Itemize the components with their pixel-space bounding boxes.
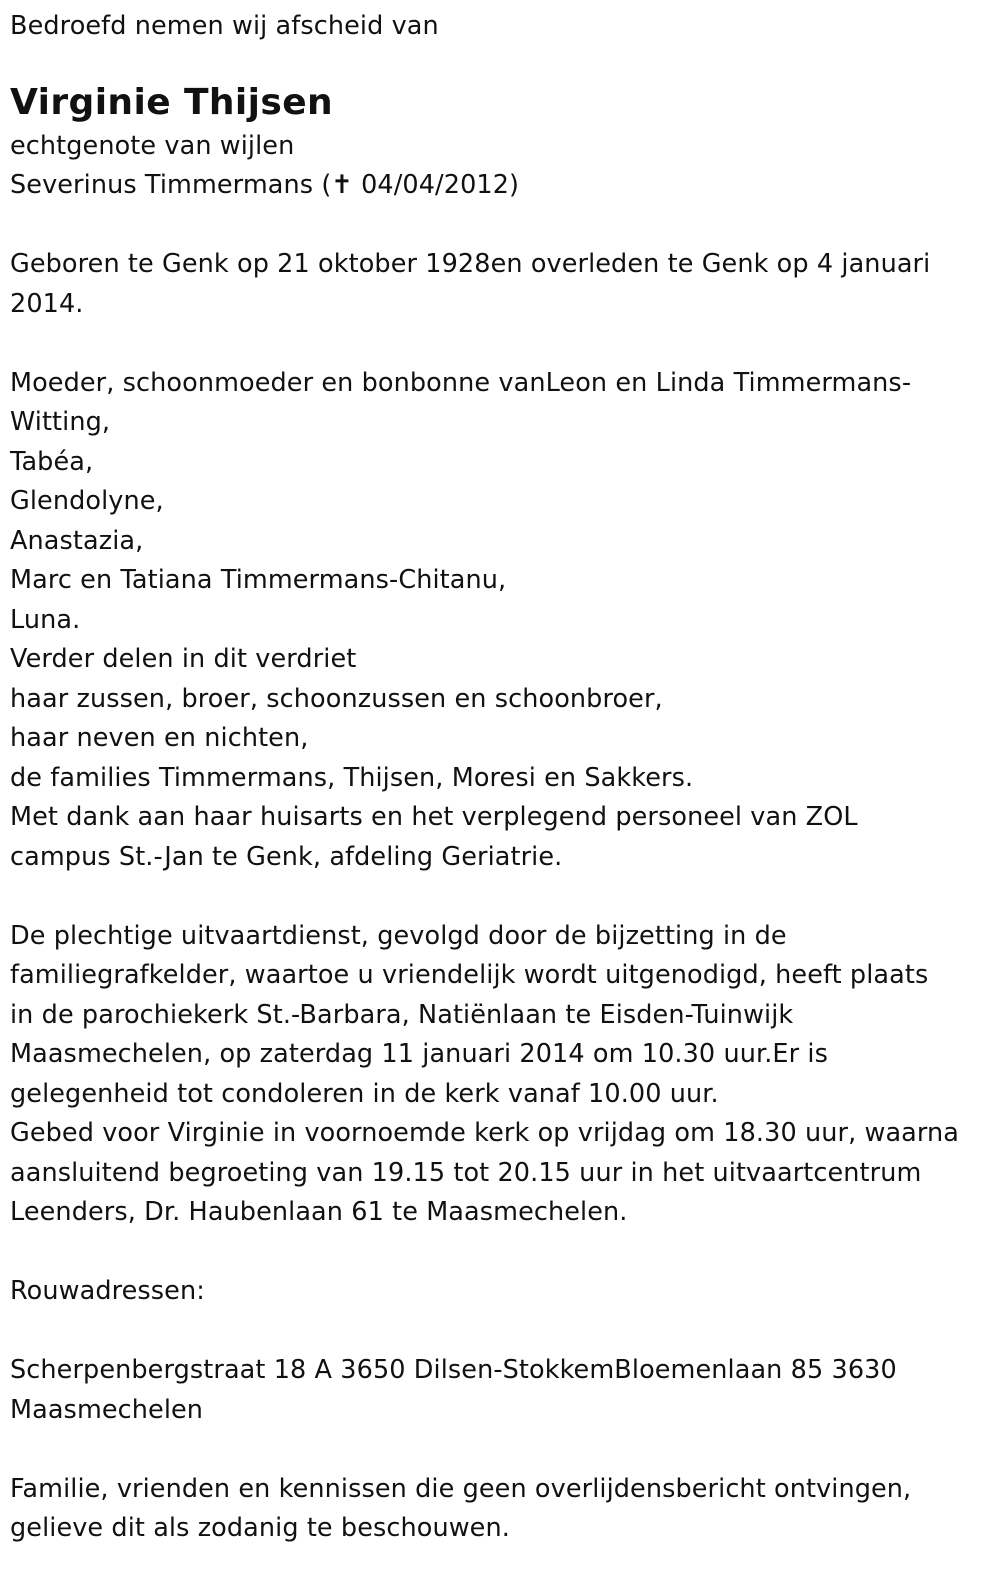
service-line: aansluitend begroeting van 19.15 tot 20.15 uur in het uitvaartcentrum — [10, 1157, 922, 1188]
family-line: Marc en Tatiana Timmermans-Chitanu, — [10, 565, 507, 595]
birth-death-line: Geboren te Genk op 21 oktober 1928en overleden te Genk op 4 januari — [10, 249, 931, 279]
family-line: Moeder, schoonmoeder en bonbonne vanLeon en Linda Timmermans- — [10, 367, 912, 398]
address-line: Maasmechelen — [10, 1394, 204, 1425]
service-line: Leenders, Dr. Haubenlaan 61 te Maasmechelen. — [10, 1197, 628, 1227]
family-line: Met dank aan haar huisarts en het verplegend personeel van ZOL — [10, 802, 858, 832]
address-line: Scherpenbergstraat 18 A 3650 Dilsen-StokkemBloemenlaan 85 3630 — [10, 1355, 897, 1385]
family-line: haar neven en nichten, — [10, 723, 309, 753]
family-line: Anastazia, — [10, 525, 144, 556]
spacer — [10, 1430, 1000, 1470]
family-line: haar zussen, broer, schoonzussen en schoonbroer, — [10, 683, 663, 714]
family-line: campus St.-Jan te Genk, afdeling Geriatrie. — [10, 841, 563, 872]
service-paragraph — [10, 917, 1000, 1233]
cross-icon: ✝ — [331, 170, 353, 200]
spacer — [10, 206, 1000, 246]
spouse-line: echtgenote van wijlen — [10, 130, 295, 161]
family-paragraph — [10, 364, 1000, 878]
service-line: familiegrafkelder, waartoe u vriendelijk wordt uitgenodigd, heeft plaats — [10, 960, 929, 990]
closing-line: Familie, vrienden en kennissen die geen overlijdensbericht ontvingen, — [10, 1473, 912, 1504]
closing-paragraph — [10, 1470, 1000, 1549]
deceased-name: Virginie Thijsen — [10, 81, 334, 123]
intro-text: Bedroefd nemen wij afscheid van — [10, 11, 439, 41]
family-line: Verder delen in dit verdriet — [10, 644, 357, 674]
spouse-name: Severinus Timmermans ( — [10, 170, 332, 200]
family-line: Witting, — [10, 407, 111, 437]
spouse-name-line — [10, 166, 1000, 206]
closing-line: gelieve dit als zodanig te beschouwen. — [10, 1513, 510, 1543]
spacer — [10, 1312, 1000, 1352]
birth-death-paragraph — [10, 245, 1000, 324]
service-line: Gebed voor Virginie in voornoemde kerk op vrijdag om 18.30 uur, waarna — [10, 1118, 960, 1148]
family-line: Tabéa, — [10, 446, 94, 477]
family-line: Glendolyne, — [10, 486, 164, 516]
spacer — [10, 877, 1000, 917]
spacer — [10, 1233, 1000, 1273]
family-line: Luna. — [10, 604, 81, 635]
addresses-paragraph — [10, 1351, 1000, 1430]
birth-death-line: 2014. — [10, 288, 84, 319]
addresses-label: Rouwadressen: — [10, 1276, 205, 1306]
service-line: gelegenheid tot condoleren in de kerk vanaf 10.00 uur. — [10, 1078, 719, 1109]
spouse-death-date: 04/04/2012) — [352, 170, 520, 200]
service-line: Maasmechelen, op zaterdag 11 januari 2014 om 10.30 uur.Er is — [10, 1039, 829, 1069]
spacer — [10, 324, 1000, 364]
service-line: in de parochiekerk St.-Barbara, Natiënlaan te Eisden-Tuinwijk — [10, 999, 794, 1030]
family-line: de families Timmermans, Thijsen, Moresi en Sakkers. — [10, 762, 694, 793]
service-line: De plechtige uitvaartdienst, gevolgd door de bijzetting in de — [10, 920, 787, 951]
